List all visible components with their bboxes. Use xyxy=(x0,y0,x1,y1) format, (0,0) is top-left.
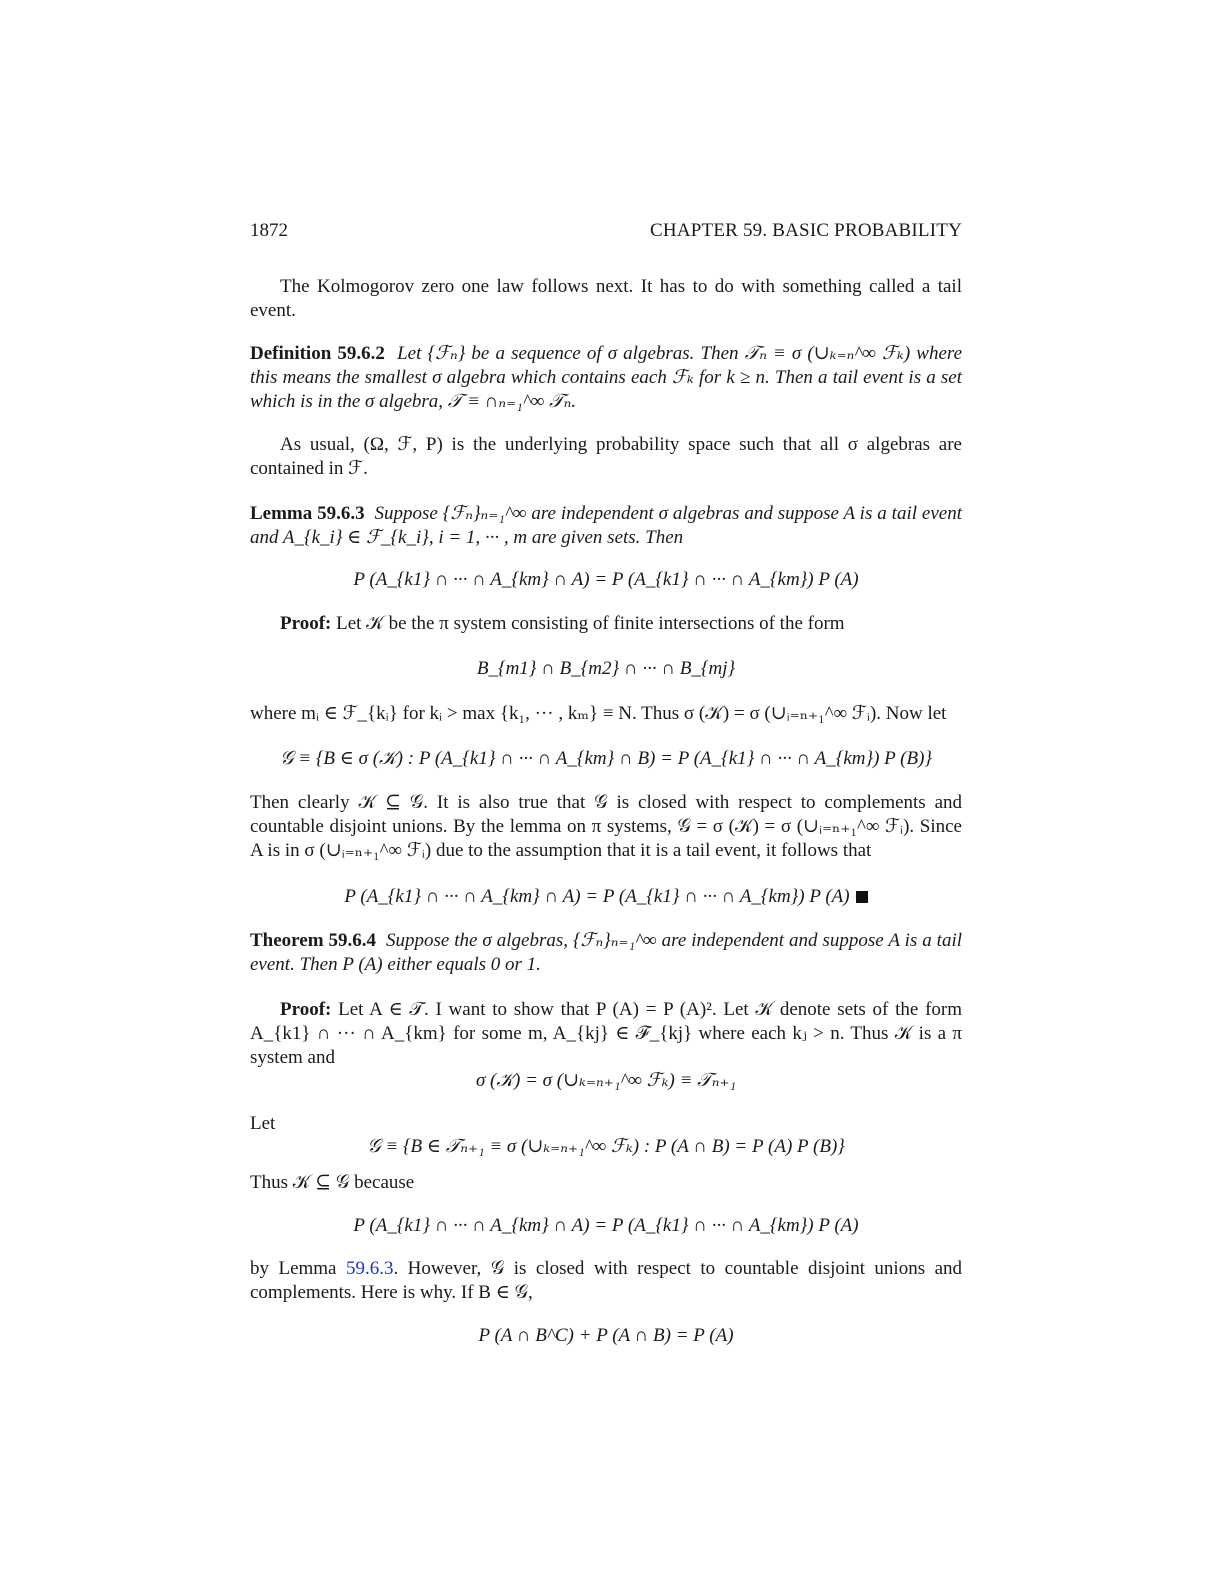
proof-1-label: Proof: xyxy=(280,613,332,634)
proof-2-by-lemma xyxy=(250,1257,962,1305)
proof-2-text-1: Let A ∈ 𝒯. I want to show that P (A) = P (A)². Let 𝒦 denote sets of the form A_{k1} ∩ ··· ∩ A_{km} for some m, A_{kj} ∈ ℱ_{kj} where each kⱼ > n. Thus 𝒦 is a π system and xyxy=(250,999,962,1068)
lemma-equation: P (A_{k1} ∩ ··· ∩ A_{km} ∩ A) = P (A_{k1} ∩ ··· ∩ A_{km}) P (A) xyxy=(353,569,859,590)
proof-2-label: Proof: xyxy=(280,999,332,1020)
by-lemma-suffix: . However, 𝒢 is closed with respect to countable disjoint unions and complements. Here is why. If B ∈ 𝒢, xyxy=(250,1258,963,1303)
intro-paragraph: The Kolmogorov zero one law follows next. It has to do with something called a tail event. xyxy=(250,276,962,321)
theorem-59-6-4 xyxy=(250,929,962,977)
proof-2-equation-1: σ (𝒦) = σ (∪ₖ₌ₙ₊₁^∞ ℱₖ) ≡ 𝒯ₙ₊₁ xyxy=(475,1070,737,1091)
theorem-label: Theorem 59.6.4 xyxy=(250,930,376,951)
proof-1-text-2: where mᵢ ∈ ℱ_{kᵢ} for kᵢ > max {k₁, ··· , kₘ} ≡ N. Thus σ (𝒦) = σ (∪ᵢ₌ₙ₊₁^∞ ℱᵢ). Now let xyxy=(250,703,947,724)
by-lemma-prefix: by Lemma xyxy=(250,1258,337,1279)
definition-59-6-2 xyxy=(250,342,962,414)
page-number: 1872 xyxy=(250,220,288,241)
lemma-reference-link[interactable]: 59.6.3 xyxy=(345,1258,394,1279)
proof-2-equation-4: P (A ∩ B^C) + P (A ∩ B) = P (A) xyxy=(478,1325,734,1346)
proof-1-text-1: Let 𝒦 be the π system consisting of finite intersections of the form xyxy=(336,613,845,634)
proof-1-text-3: Then clearly 𝒦 ⊆ 𝒢. It is also true that 𝒢 is closed with respect to complements and countable disjoint unions. By the lemma on π systems, 𝒢 = σ (𝒦) = σ (∪ᵢ₌ₙ₊₁^∞ ℱᵢ). Since A is in σ (∪ᵢ₌ₙ₊₁^∞ ℱᵢ) due to the assumption that it is a tail event, it follows that xyxy=(250,792,962,861)
lemma-59-6-3 xyxy=(250,502,962,550)
qed-square-icon xyxy=(856,891,868,903)
definition-text: Let {ℱₙ} be a sequence of σ algebras. Then 𝒯ₙ ≡ σ (∪ₖ₌ₙ^∞ ℱₖ) where this means the smallest σ algebra which contains each ℱₖ for k ≥ n. Then a tail event is a set which is in the σ algebra, 𝒯 ≡ ∩ₙ₌₁^∞ 𝒯ₙ. xyxy=(250,343,963,412)
proof-1-equation-3-text: P (A_{k1} ∩ ··· ∩ A_{km} ∩ A) = P (A_{k1} ∩ ··· ∩ A_{km}) P (A) xyxy=(344,886,850,907)
proof-2-equation-2: 𝒢 ≡ {B ∈ 𝒯ₙ₊₁ ≡ σ (∪ₖ₌ₙ₊₁^∞ ℱₖ) : P (A ∩ B) = P (A) P (B)} xyxy=(367,1136,845,1157)
lemma-label: Lemma 59.6.3 xyxy=(250,503,365,524)
proof-1-intro xyxy=(250,612,962,636)
theorem-text: Suppose the σ algebras, {ℱₙ}ₙ₌₁^∞ are independent and suppose A is a tail event. Then P (A) either equals 0 or 1. xyxy=(250,930,963,975)
proof-2-equation-3: P (A_{k1} ∩ ··· ∩ A_{km} ∩ A) = P (A_{k1} ∩ ··· ∩ A_{km}) P (A) xyxy=(353,1215,859,1236)
proof-2-let: Let xyxy=(250,1113,276,1134)
proof-1-equation-1: B_{m1} ∩ B_{m2} ∩ ··· ∩ B_{mj} xyxy=(476,658,736,679)
chapter-title: CHAPTER 59. BASIC PROBABILITY xyxy=(650,220,962,241)
proof-1-equation-2: 𝒢 ≡ {B ∈ σ (𝒦) : P (A_{k1} ∩ ··· ∩ A_{km} ∩ B) = P (A_{k1} ∩ ··· ∩ A_{km}) P (B)} xyxy=(279,748,933,769)
proof-2-intro xyxy=(250,998,962,1070)
proof-2-thus: Thus 𝒦 ⊆ 𝒢 because xyxy=(250,1172,415,1193)
lemma-text: Suppose {ℱₙ}ₙ₌₁^∞ are independent σ algebras and suppose A is a tail event and A_{k_i} ∈ ℱ_{k_i}, i = 1, ··· , m are given sets. Then xyxy=(250,503,962,548)
proof-1-equation-3 xyxy=(250,885,962,909)
definition-label: Definition 59.6.2 xyxy=(250,343,385,364)
probability-space-paragraph: As usual, (Ω, ℱ, P) is the underlying probability space such that all σ algebras are contained in ℱ. xyxy=(250,434,962,479)
